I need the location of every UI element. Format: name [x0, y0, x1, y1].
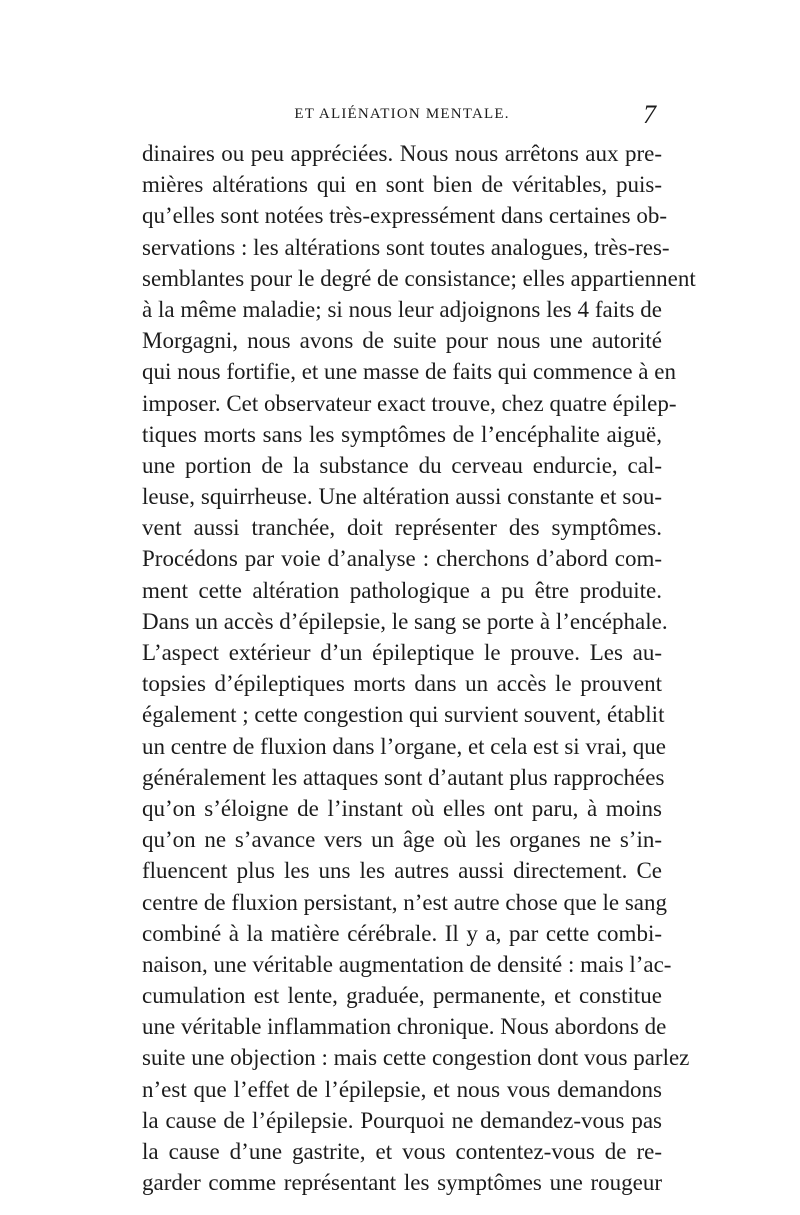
text-line: une portion de la substance du cerveau endurcie, cal- — [142, 452, 662, 478]
running-title: ET ALIÉNATION MENTALE. — [294, 106, 510, 122]
text-line: L’aspect extérieur d’un épileptique le prouve. Les au- — [142, 640, 662, 665]
text-line: suite une objection : mais cette congestion dont vous parlez — [142, 1045, 690, 1071]
text-line: topsies d’épileptiques morts dans un accès le prouvent — [142, 671, 662, 697]
running-head — [142, 102, 662, 132]
text-line: naison, une véritable augmentation de densité : mais l’ac- — [142, 951, 672, 977]
text-line: qu’elles sont notées très-expressément dans certaines ob- — [142, 203, 667, 229]
text-line: servations : les altérations sont toutes analogues, très-res- — [142, 234, 670, 260]
text-line: semblantes pour le degré de consistance; elles appartiennent — [142, 265, 696, 291]
text-line: ment cette altération pathologique a pu être produite. — [142, 577, 662, 603]
text-line: vent aussi tranchée, doit représenter des symptômes. — [142, 515, 662, 541]
text-line: n’est que l’effet de l’épilepsie, et nous vous demandons — [142, 1076, 662, 1102]
text-line: Morgagni, nous avons de suite pour nous une autorité — [142, 328, 662, 354]
text-line: qu’on ne s’avance vers un âge où les organes ne s’in- — [142, 827, 662, 853]
text-line: dinaires ou peu appréciées. Nous nous arrêtons aux pre- — [142, 141, 662, 166]
text-line: généralement les attaques sont d’autant plus rapprochées — [142, 764, 665, 790]
text-line: à la même maladie; si nous leur adjoignons les 4 faits de — [142, 296, 662, 322]
text-line: également ; cette congestion qui survient souvent, établit — [142, 702, 665, 728]
text-line: imposer. Cet observateur exact trouve, chez quatre épilep- — [142, 390, 677, 416]
text-line: mières altérations qui en sont bien de véritables, puis- — [142, 172, 662, 198]
text-line: la cause d’une gastrite, et vous contentez-vous de re- — [142, 1139, 662, 1164]
text-line: centre de fluxion persistant, n’est autre chose que le sang — [142, 889, 667, 915]
text-line: qu’on s’éloigne de l’instant où elles ont paru, à moins — [142, 795, 662, 821]
page-number: 7 — [643, 100, 656, 129]
text-line: combiné à la matière cérébrale. Il y a, par cette combi- — [142, 920, 662, 946]
text-line: une véritable inflammation chronique. Nous abordons de — [142, 1014, 667, 1040]
text-line: leuse, squirrheuse. Une altération aussi constante et sou- — [142, 484, 662, 510]
text-line: un centre de fluxion dans l’organe, et cela est si vrai, que — [142, 733, 666, 759]
text-line: tiques morts sans les symptômes de l’encéphalite aiguë, — [142, 421, 662, 447]
text-line: fluencent plus les uns les autres aussi directement. Ce — [142, 858, 662, 884]
text-line: qui nous fortifie, et une masse de faits qui commence à en — [142, 359, 676, 385]
text-line: Procédons par voie d’analyse : cherchons d’abord com- — [142, 546, 662, 572]
body-text — [142, 138, 696, 1198]
text-line: cumulation est lente, graduée, permanente, et constitue — [142, 983, 662, 1009]
text-line: garder comme représentant les symptômes une rougeur — [142, 1170, 662, 1196]
text-line: la cause de l’épilepsie. Pourquoi ne demandez-vous pas — [142, 1107, 662, 1133]
text-line: Dans un accès d’épilepsie, le sang se porte à l’encéphale. — [142, 608, 668, 634]
